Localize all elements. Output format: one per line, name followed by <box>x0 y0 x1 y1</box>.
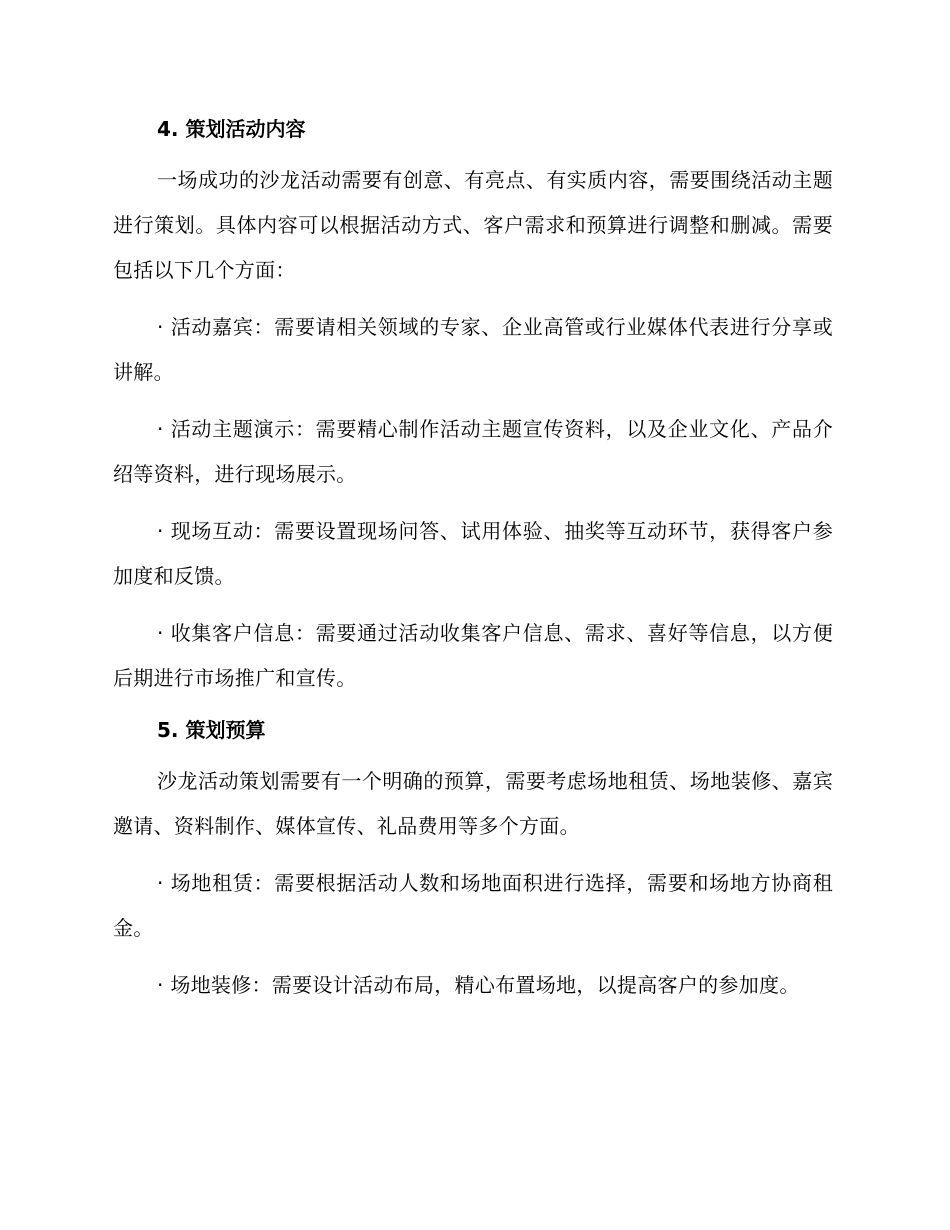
section-4-intro: 一场成功的沙龙活动需要有创意、有亮点、有实质内容，需要围绕活动主题进行策划。具体内容可以根据活动方式、客户需求和预算进行调整和删减。需要包括以下几个方面： <box>113 168 833 282</box>
section-5-item-venue-decoration: · 场地装修：需要设计活动布局，精心布置场地，以提高客户的参加度。 <box>157 973 800 997</box>
section-4-item-guests: · 活动嘉宾：需要请相关领域的专家、企业高管或行业媒体代表进行分享或讲解。 <box>113 315 833 384</box>
section-5-item-venue-rental: · 场地租赁：需要根据活动人数和场地面积进行选择，需要和场地方协商租金。 <box>113 871 833 940</box>
section-4-item-theme-demo: · 活动主题演示：需要精心制作活动主题宣传资料，以及企业文化、产品介绍等资料，进行现场展示。 <box>113 417 833 486</box>
section-5-heading: 5. 策划预算 <box>157 718 266 742</box>
section-4-item-interaction: · 现场互动：需要设置现场问答、试用体验、抽奖等互动环节，获得客户参加度和反馈。 <box>113 519 833 588</box>
section-4-item-collect-info: · 收集客户信息：需要通过活动收集客户信息、需求、喜好等信息，以方便后期进行市场推广和宣传。 <box>113 621 833 690</box>
section-4-heading: 4. 策划活动内容 <box>157 117 306 141</box>
document-page <box>113 112 833 1020</box>
section-5-intro: 沙龙活动策划需要有一个明确的预算，需要考虑场地租赁、场地装修、嘉宾邀请、资料制作、媒体宣传、礼品费用等多个方面。 <box>113 769 833 838</box>
